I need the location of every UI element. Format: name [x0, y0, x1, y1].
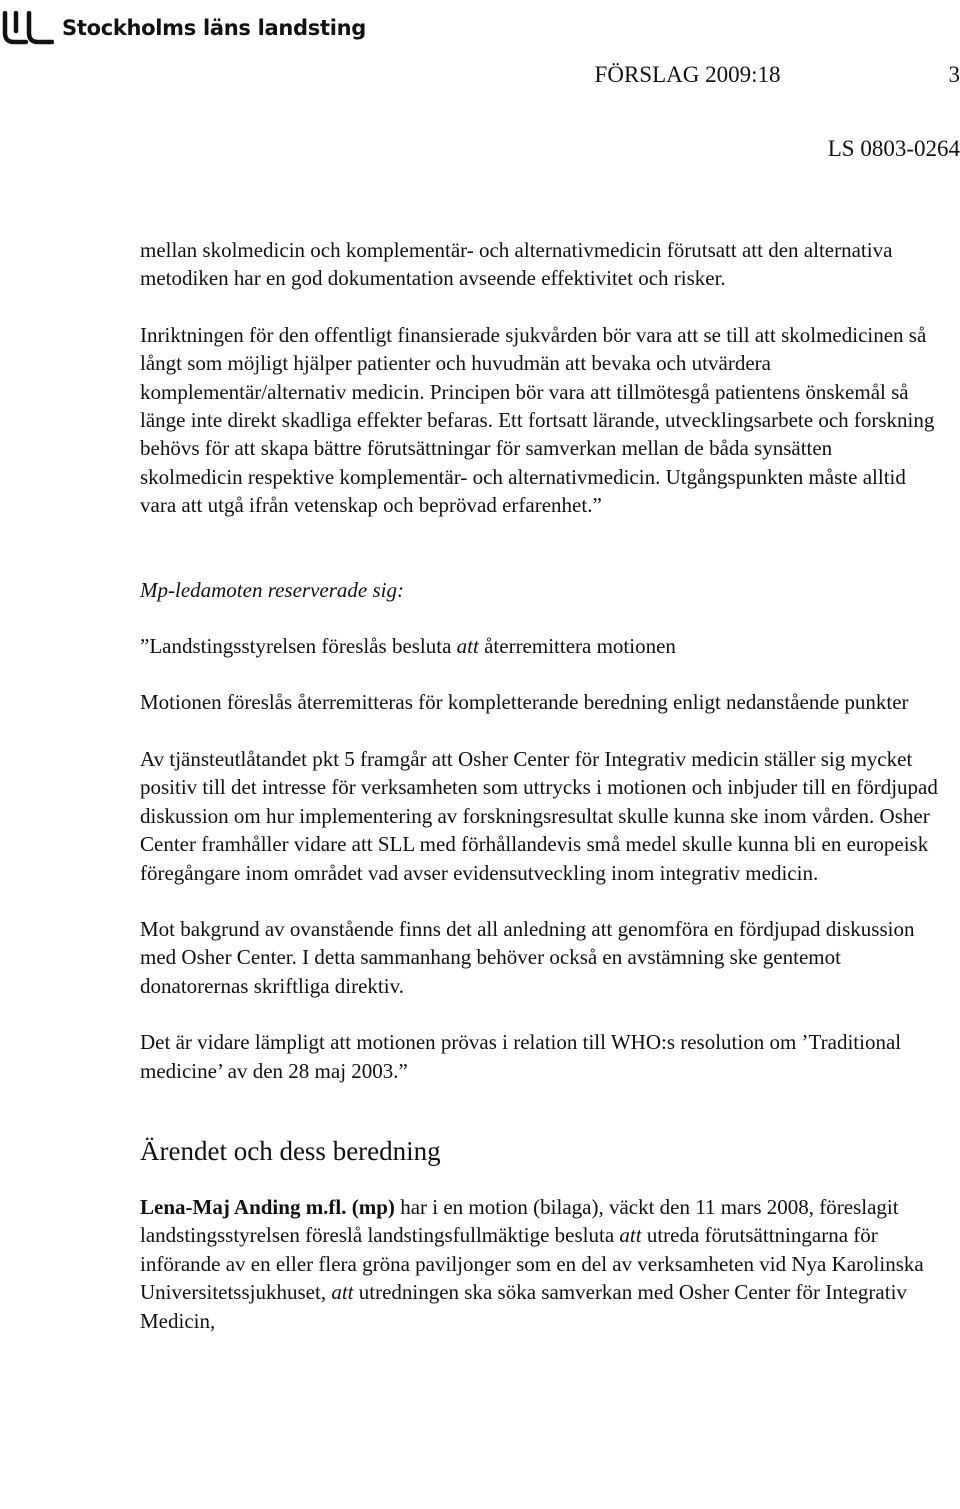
p3-att: att: [456, 634, 479, 659]
doc-header-line: [595, 62, 960, 88]
paragraph-7: Det är vidare lämpligt att motionen prövas i relation till WHO:s resolution om ’Traditional medicine’ av den 28 maj 2003.”: [140, 1030, 902, 1083]
sll-logo: [2, 10, 366, 46]
paragraph-8: [140, 1193, 940, 1335]
paragraph-5: Av tjänsteutlåtandet pkt 5 framgår att Osher Center för Integrativ medicin ställer sig mycket positiv till det intresse för verksamheten som uttrycks i motionen och inbjuder till en fördjupad diskussion om hur implementering av forskningsresultat skulle kunna ske inom vården. Osher Center framhåller vidare att SLL med förhållandevis små medel skulle kunna bli en europeisk föregångare inom området vad avser evidensutveckling inom integrativ medicin.: [140, 746, 938, 885]
paragraph-3: [140, 632, 940, 660]
p3-start: ”Landstingsstyrelsen föreslås besluta: [140, 634, 457, 659]
p8-b: utreda förutsättningarna för införande av en eller flera gröna paviljonger som en del av verksamheten vid Nya Karolinska Universitetssjukhuset,: [140, 1223, 924, 1305]
doc-reference: LS 0803-0264: [827, 136, 960, 161]
p8-att2: att: [331, 1280, 354, 1305]
logo-text: Stockholms läns landsting: [62, 16, 366, 40]
paragraph-6: Mot bakgrund av ovanstående finns det all anledning att genomföra en fördjupad diskussion med Osher Center. I detta sammanhang behöver också en avstämning ske gentemot donatorernas skriftliga direktiv.: [140, 916, 915, 998]
sll-logo-icon: [2, 11, 54, 45]
paragraph-4: Motionen föreslås återremitteras för kompletterande beredning enligt nedanstående punkter: [140, 690, 909, 715]
document-body: [140, 236, 940, 1335]
p8-att1: att: [619, 1223, 642, 1248]
page-number: 3: [948, 62, 960, 87]
paragraph-2: Inriktningen för den offentligt finansierade sjukvården bör vara att se till att skolmedicinen så långt som möjligt hjälper patienter och huvudmän att bevaka och utvärdera komplementär/alternativ medicin. Principen bör vara att tillmötesgå patientens önskemål så länge inte direkt skadliga effekter befaras. Ett fortsatt lärande, utvecklingsarbete och forskning behövs för att skapa bättre förutsättningar för samverkan mellan de båda synsätten skolmedicin respektive komplementär- och alternativmedicin. Utgångspunkten måste alltid vara att utgå ifrån vetenskap och beprövad erfarenhet.”: [140, 322, 935, 518]
p8-c: utredningen ska söka samverkan med Osher Center för Integrativ Medicin,: [140, 1280, 907, 1333]
p8-a: har i en motion (bilaga), väckt den 11 mars 2008, föreslagit landstingsstyrelsen föreslå landstingsfullmäktige besluta: [140, 1194, 899, 1248]
section-heading: Ärendet och dess beredning: [140, 1135, 441, 1166]
paragraph-1: mellan skolmedicin och komplementär- och alternativmedicin förutsatt att den alternativa metodiken har en god dokumentation avseende effektivitet och risker.: [140, 238, 893, 291]
reservation-heading: Mp-ledamoten reserverade sig:: [140, 577, 404, 602]
doc-title: FÖRSLAG 2009:18: [594, 62, 781, 87]
p3-end: återremittera motionen: [478, 634, 676, 659]
p8-bold: Lena-Maj Anding m.fl. (mp): [140, 1194, 395, 1219]
